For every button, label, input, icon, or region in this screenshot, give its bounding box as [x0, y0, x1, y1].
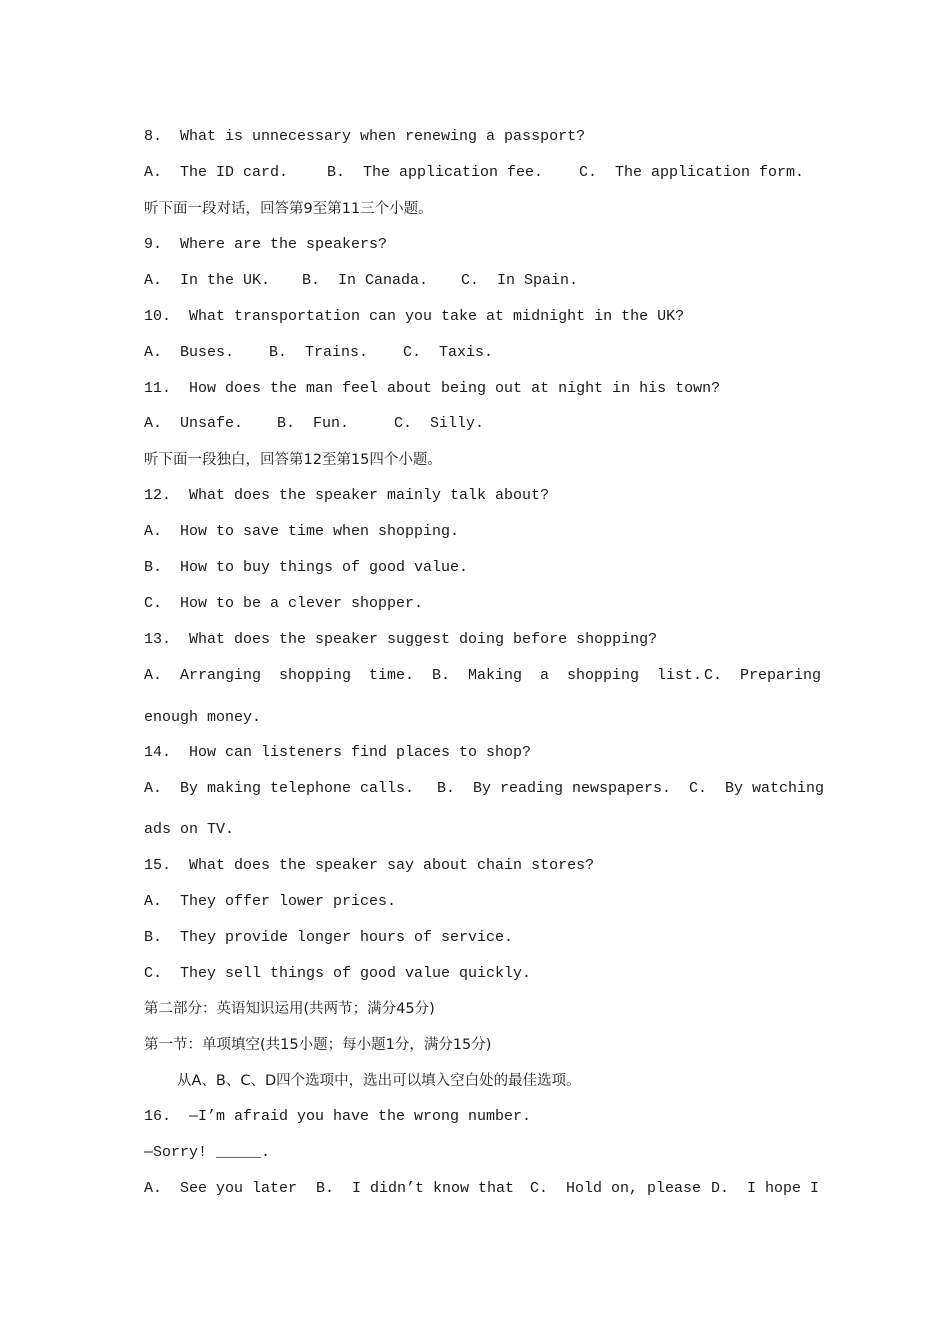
question-16: 16. —I’m afraid you have the wrong number.	[144, 1108, 532, 1125]
q10-option-c: C. Taxis.	[403, 344, 494, 361]
q9-option-c: C. In Spain.	[461, 272, 579, 289]
q16-option-b: B. I didn’t know that	[316, 1180, 515, 1197]
q11-option-a: A. Unsafe.	[144, 415, 244, 432]
section-one-heading: 第一节：单项填空(共15小题；每小题1分，满分15分)	[144, 1037, 492, 1053]
question-10: 10. What transportation can you take at midnight in the UK?	[144, 308, 685, 325]
question-9: 9. Where are the speakers?	[144, 236, 388, 253]
q11-option-b: B. Fun.	[277, 415, 350, 432]
section-one-instruction: 从A、B、C、D四个选项中，选出可以填入空白处的最佳选项。	[177, 1073, 581, 1089]
question-15: 15. What does the speaker say about chain stores?	[144, 857, 595, 874]
q12-option-a: A. How to save time when shopping.	[144, 523, 460, 540]
q16-option-a: A. See you later	[144, 1180, 298, 1197]
q13-option-c-continued: enough money.	[144, 709, 262, 726]
q15-option-c: C. They sell things of good value quickly.	[144, 965, 532, 982]
q14-option-b: B. By reading newspapers.	[437, 780, 672, 797]
q16-option-d: D. I hope I	[711, 1180, 820, 1197]
q9-option-a: A. In the UK.	[144, 272, 271, 289]
instruction-9-11: 听下面一段对话，回答第9至第11三个小题。	[144, 201, 433, 217]
question-13: 13. What does the speaker suggest doing before shopping?	[144, 631, 658, 648]
q14-option-c: C. By watching	[689, 780, 825, 797]
q16-option-c: C. Hold on, please	[530, 1180, 702, 1197]
q12-option-b: B. How to buy things of good value.	[144, 559, 469, 576]
part-two-heading: 第二部分：英语知识运用(共两节；满分45分)	[144, 1001, 435, 1017]
q15-option-b: B. They provide longer hours of service.	[144, 929, 514, 946]
q8-option-b: B. The application fee.	[327, 164, 544, 181]
q16-reply: —Sorry! _____.	[144, 1144, 271, 1161]
question-14: 14. How can listeners find places to shop?	[144, 744, 532, 761]
question-8: 8. What is unnecessary when renewing a passport?	[144, 128, 586, 145]
q13-option-c: C. Preparing	[704, 667, 822, 684]
q11-option-c: C. Silly.	[394, 415, 485, 432]
q8-option-c: C. The application form.	[579, 164, 805, 181]
q15-option-a: A. They offer lower prices.	[144, 893, 397, 910]
q9-option-b: B. In Canada.	[302, 272, 429, 289]
q12-option-c: C. How to be a clever shopper.	[144, 595, 424, 612]
q10-option-a: A. Buses.	[144, 344, 235, 361]
q14-option-c-continued: ads on TV.	[144, 821, 235, 838]
q13-option-a: A. Arranging shopping time.	[144, 667, 415, 684]
question-11: 11. How does the man feel about being out at night in his town?	[144, 380, 721, 397]
q10-option-b: B. Trains.	[269, 344, 369, 361]
q13-option-b: B. Making a shopping list.	[432, 667, 703, 684]
q8-option-a: A. The ID card.	[144, 164, 289, 181]
instruction-12-15: 听下面一段独白，回答第12至第15四个小题。	[144, 452, 442, 468]
q14-option-a: A. By making telephone calls.	[144, 780, 415, 797]
question-12: 12. What does the speaker mainly talk about?	[144, 487, 550, 504]
